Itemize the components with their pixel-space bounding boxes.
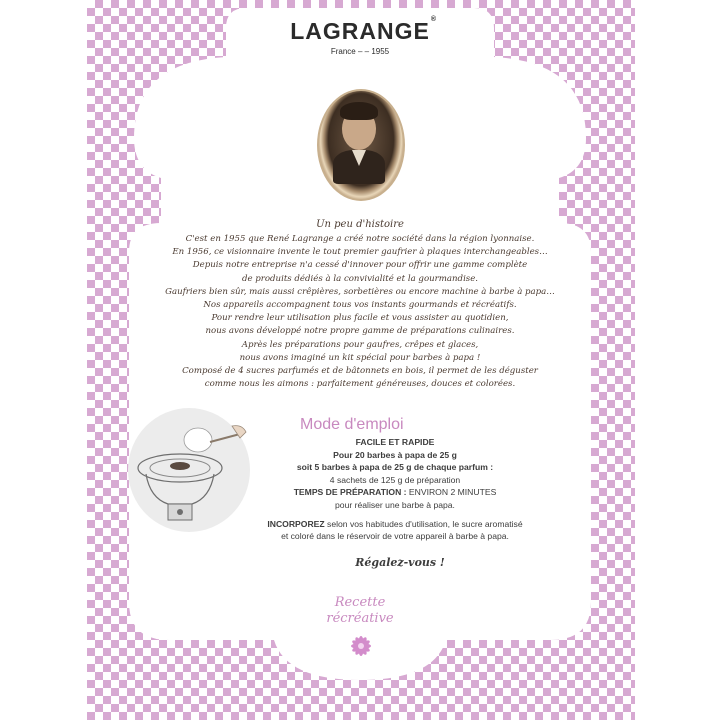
history-line: Gaufriers bien sûr, mais aussi crêpières, sorbetières ou encore machine à barbe à papa… bbox=[165, 286, 555, 297]
portion-detail: soit 5 barbes à papa de 25 g de chaque parfum : bbox=[296, 462, 494, 473]
flower-icon bbox=[347, 632, 375, 660]
instructions bbox=[230, 436, 560, 543]
history-line: nous avons imaginé un kit spécial pour barbes à papa ! bbox=[239, 352, 481, 363]
recipe-badge bbox=[300, 595, 420, 627]
history-line: Composé de 4 sucres parfumés et de bâtonnets en bois, il permet de les déguster bbox=[182, 366, 538, 377]
history-line: Nos appareils accompagnent tous vos instants gourmands et récréatifs. bbox=[203, 300, 517, 311]
instruction-line: INCORPOREZ selon vos habitudes d'utilisation, le sucre aromatisé bbox=[267, 518, 523, 529]
history-line: Après les préparations pour gaufres, crêpes et glaces, bbox=[241, 339, 479, 350]
history-line: de produits dédiés à la convivialité et la gourmandise. bbox=[241, 273, 479, 284]
brand-name: LAGRANGE ® bbox=[290, 16, 437, 44]
recipe-badge-line1: Recette bbox=[334, 595, 386, 610]
history-line: C'est en 1955 que René Lagrange a créé notre société dans la région lyonnaise. bbox=[185, 234, 535, 244]
recipe-badge-line2: récréative bbox=[326, 611, 394, 626]
registered-mark: ® bbox=[430, 16, 437, 23]
history-line: Pour rendre leur utilisation plus facile et vous assister au quotidien, bbox=[211, 313, 509, 324]
brand-tagline: France – – 1955 bbox=[330, 47, 390, 56]
mode-subtitle: FACILE ET RAPIDE bbox=[355, 437, 435, 447]
brand-logo bbox=[265, 8, 455, 66]
enjoy-text: Régalez-vous ! bbox=[355, 556, 445, 569]
prep-time: TEMPS DE PRÉPARATION : ENVIRON 2 MINUTES bbox=[293, 487, 497, 498]
history-title: Un peu d'histoire bbox=[316, 219, 404, 230]
instruction-line-2: et coloré dans le réservoir de votre appareil à barbe à papa. bbox=[281, 531, 509, 542]
portion-line: Pour 20 barbes à papa de 25 g bbox=[333, 449, 457, 460]
history-text bbox=[150, 233, 570, 391]
packet-line: 4 sachets de 125 g de préparation bbox=[329, 474, 461, 485]
history-line: Depuis notre entreprise n'a cessé d'innover pour offrir une gamme complète bbox=[192, 260, 528, 271]
mode-title: Mode d'emploi bbox=[300, 416, 404, 433]
history-line: En 1956, ce visionnaire invente le tout premier gaufrier à plaques interchangeables… bbox=[172, 247, 548, 258]
history-line: nous avons développé notre propre gamme de préparations culinaires. bbox=[205, 326, 515, 337]
history-line: comme nous les aimons : parfaitement généreuses, douces et colorées. bbox=[204, 379, 516, 390]
prep-detail: pour réaliser une barbe à papa. bbox=[335, 499, 455, 510]
portrait-hair bbox=[340, 102, 378, 120]
